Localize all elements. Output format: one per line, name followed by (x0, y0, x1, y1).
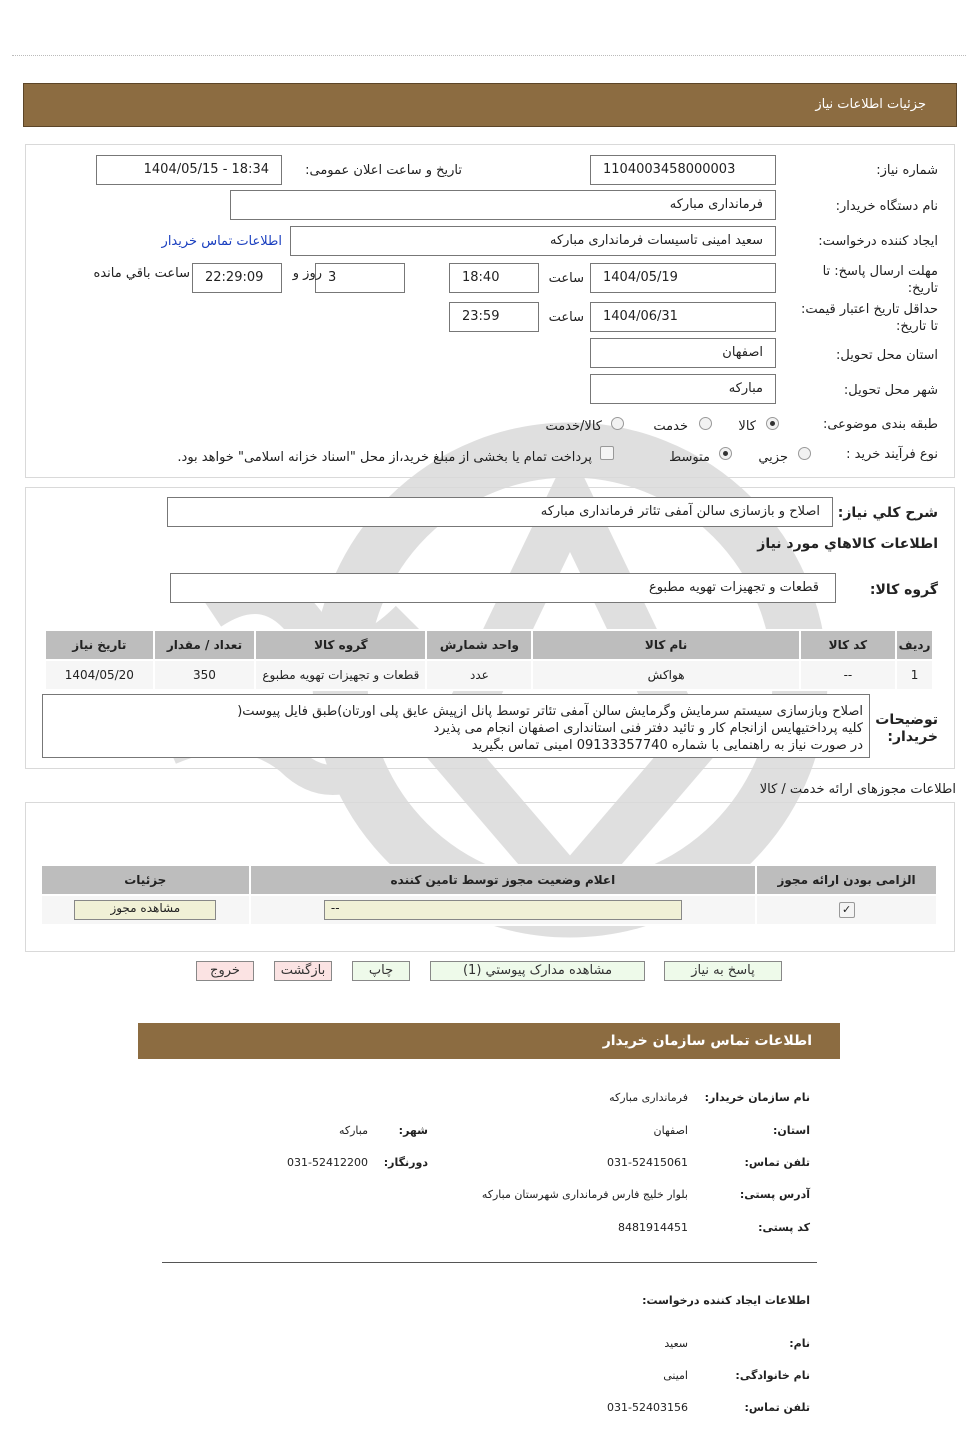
permits-col-required: الزامی بودن ارائه مجوز (756, 865, 937, 895)
goods-heading: اطلاعات کالاهاي مورد نياز (757, 536, 938, 552)
creator-name-label: نام: (789, 1337, 810, 1350)
view-permit-button[interactable]: مشاهده مجوز (74, 900, 216, 920)
group-field: قطعات و تجهیزات تهویه مطبوع (170, 573, 836, 603)
contact-fax: 031-52412200 (287, 1156, 368, 1169)
buyer-org-field: فرمانداری مبارکه (230, 190, 776, 220)
remaining-days-field: 3 (315, 263, 405, 293)
process-radio-medium[interactable] (719, 447, 732, 460)
announce-field: 1404/05/15 - 18:34 (96, 155, 282, 185)
back-button[interactable]: بازگشت (274, 961, 332, 981)
summary-label: شرح کلي نياز: (837, 505, 938, 521)
permits-table (40, 864, 938, 926)
notes-line: در صورت نیاز به راهنمایی با شماره 09133357740 امینی تماس بگیرید (471, 738, 863, 753)
deadline-label-2: تاریخ: (907, 281, 938, 296)
creator-name: سعید (664, 1337, 688, 1350)
announce-label: تاریخ و ساعت اعلان عمومی: (305, 163, 462, 178)
remaining-label: ساعت باقي مانده (93, 266, 190, 281)
requester-field: سعید امینی تاسیسات فرمانداری مبارکه (290, 226, 776, 256)
items-col-group: گروه کالا (255, 630, 426, 660)
items-cell-unit: عدد (426, 660, 532, 690)
city-field: مبارکه (590, 374, 776, 404)
items-col-row: ردیف (896, 630, 933, 660)
validity-date-field: 1404/06/31 (590, 302, 776, 332)
items-table (44, 629, 934, 691)
reply-button[interactable]: پاسخ به نیاز (664, 961, 782, 981)
category-radio-goods[interactable] (766, 417, 779, 430)
notes-line: اصلاح وبازسازی سیستم سرمایش وگرمایش سالن آمفی تئاتر توسط پانل ازپیش عایق پلی اورتان)طبق فایل پیوست( (237, 704, 863, 719)
contact-fax-label: دورنگار: (383, 1156, 428, 1169)
validity-time-field: 23:59 (449, 302, 539, 332)
items-col-name: نام کالا (532, 630, 799, 660)
items-cell-group: قطعات و تجهیزات تهویه مطبوع (255, 660, 426, 690)
validity-time-word: ساعت (548, 310, 584, 325)
creator-family: امینی (663, 1369, 688, 1382)
table-row (45, 660, 933, 690)
category-label: طبقه بندی موضوعی: (822, 417, 938, 432)
contact-address: بلوار خلیج فارس فرمانداری شهرستان مبارکه (481, 1188, 688, 1201)
category-option-service: خدمت (653, 419, 688, 434)
items-cell-qty: 350 (154, 660, 256, 690)
contact-province: اصفهان (653, 1124, 688, 1137)
requester-label: ایجاد کننده درخواست: (818, 234, 938, 249)
permit-status-field: -- (324, 900, 682, 920)
contact-address-label: آدرس پستی: (739, 1188, 810, 1201)
details-header (23, 83, 957, 127)
print-button[interactable]: چاپ (352, 961, 410, 981)
contact-org-label: نام سازمان خریدار: (704, 1091, 810, 1104)
items-header-row (45, 630, 933, 660)
need-number-field: 1104003458000003 (590, 155, 776, 185)
contact-city-label: شهر: (398, 1124, 428, 1137)
process-label: نوع فرآیند خرید : (846, 447, 938, 462)
buyer-contact-link[interactable]: اطلاعات تماس خریدار (161, 234, 282, 249)
contact-header-title: اطلاعات تماس سازمان خریدار (602, 1033, 812, 1049)
deadline-time-word: ساعت (548, 271, 584, 286)
remaining-time-field: 22:29:09 (192, 263, 282, 293)
deadline-label: مهلت ارسال پاسخ: تا (822, 264, 938, 279)
items-cell-code: -- (800, 660, 896, 690)
creator-phone-label: تلفن تماس: (744, 1401, 810, 1414)
validity-label-2: تا تاریخ: (896, 319, 938, 334)
contact-phone: 031-52415061 (607, 1156, 688, 1169)
buyer-notes-box (42, 694, 870, 758)
creator-family-label: نام خانوادگی: (735, 1369, 810, 1382)
deadline-date-field: 1404/05/19 (590, 263, 776, 293)
process-option-medium: متوسط (669, 450, 710, 465)
creator-phone: 031-52403156 (607, 1401, 688, 1414)
process-option-minor: جزیي (758, 450, 788, 465)
contact-province-label: استان: (773, 1124, 810, 1137)
deadline-time-field: 18:40 (449, 263, 539, 293)
permits-col-details: جزئیات (41, 865, 250, 895)
items-cell-row: 1 (896, 660, 933, 690)
permits-col-status: اعلام وضعیت مجوز توسط تامین کننده (250, 865, 757, 895)
contact-phone-label: تلفن تماس: (744, 1156, 810, 1169)
contact-divider (162, 1262, 817, 1263)
items-cell-date: 1404/05/20 (45, 660, 154, 690)
details-header-title: جزئیات اطلاعات نیاز (815, 97, 926, 112)
top-divider (12, 55, 966, 56)
table-row (41, 895, 937, 925)
validity-label: حداقل تاریخ اعتبار قیمت: (800, 302, 938, 317)
contact-postal: 8481914451 (618, 1221, 688, 1234)
permits-cell-required (756, 895, 937, 925)
summary-field: اصلاح و بازسازی سالن آمفی تئاتر فرمانداری مبارکه (167, 497, 833, 527)
exit-button[interactable]: خروج (196, 961, 254, 981)
notes-label-2: خریدار: (887, 729, 938, 745)
payment-note: پرداخت تمام یا بخشی از مبلغ خرید،از محل "اسناد خزانه اسلامی" خواهد بود. (177, 450, 592, 465)
permits-cell-details (41, 895, 250, 925)
buyer-org-label: نام دستگاه خریدار: (835, 199, 938, 214)
category-radio-service[interactable] (699, 417, 712, 430)
category-radio-goods-service[interactable] (611, 417, 624, 430)
province-field: اصفهان (590, 338, 776, 368)
items-cell-name: هواکش (532, 660, 799, 690)
attachments-button[interactable]: مشاهده مدارک پیوستي (1) (430, 961, 645, 981)
province-label: استان محل تحویل: (836, 348, 938, 363)
contact-city: مبارکه (338, 1124, 368, 1137)
contact-org: فرمانداری مبارکه (609, 1091, 688, 1104)
process-radio-minor[interactable] (798, 447, 811, 460)
items-col-unit: واحد شمارش (426, 630, 532, 660)
city-label: شهر محل تحویل: (843, 383, 938, 398)
permits-title: اطلاعات مجوزهای ارائه خدمت / کالا (759, 782, 956, 797)
items-col-code: کد کالا (800, 630, 896, 660)
required-checkbox[interactable]: ✓ (839, 902, 855, 918)
day-and-label: روز و (292, 266, 322, 281)
contact-header (138, 1023, 840, 1059)
permits-cell-status (250, 895, 757, 925)
permits-header-row (41, 865, 937, 895)
category-option-goods: کالا (738, 419, 756, 434)
creator-heading: اطلاعات ایجاد کننده درخواست: (642, 1294, 810, 1307)
notes-line: کلیه پرداختیهایس ازانجام کار و تائید دفتر فنی استانداری اصفهان انجام می پذیرد (433, 721, 863, 736)
contact-postal-label: کد پستی: (758, 1221, 810, 1234)
items-col-qty: تعداد / مقدار (154, 630, 256, 660)
group-label: گروه کالا: (869, 582, 938, 598)
treasury-checkbox[interactable] (600, 446, 614, 460)
notes-label: توضیحات (875, 712, 938, 728)
items-col-date: تاریخ نیاز (45, 630, 154, 660)
category-option-goods-service: کالا/خدمت (545, 419, 602, 434)
need-number-label: شماره نیاز: (876, 163, 938, 178)
